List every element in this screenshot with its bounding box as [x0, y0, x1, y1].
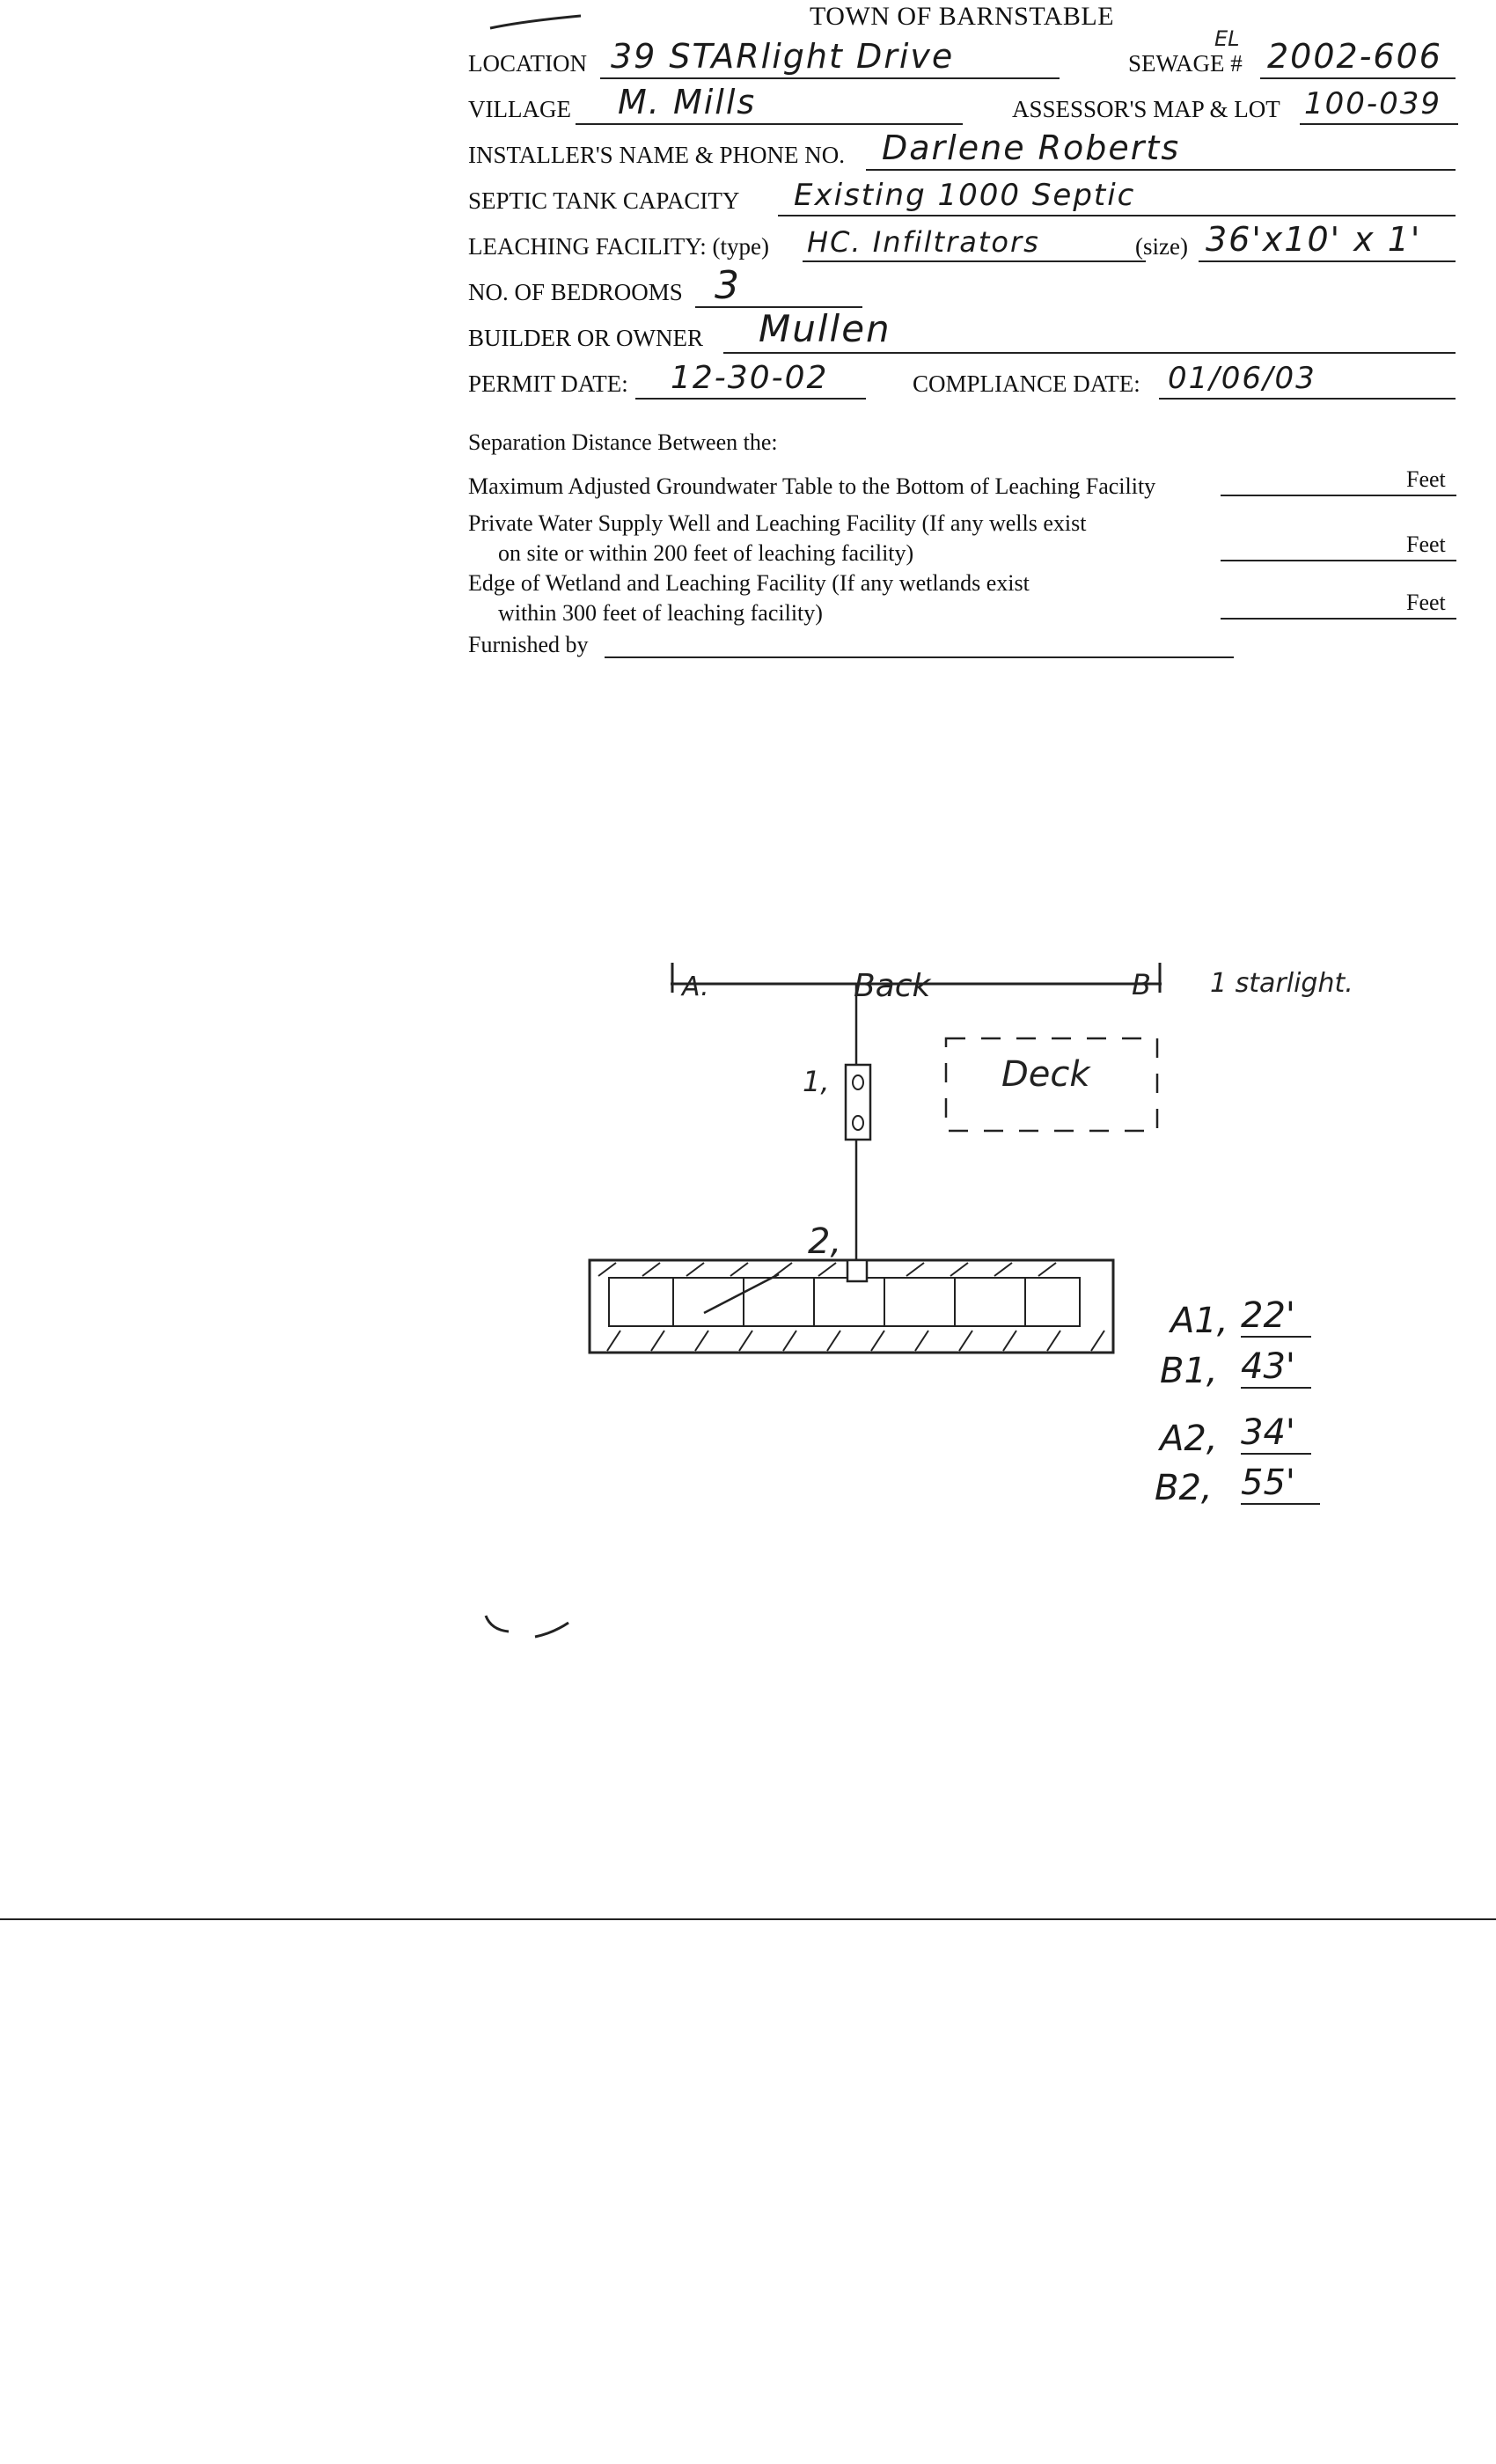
groundwater-feet-line	[1221, 495, 1456, 496]
separation-title: Separation Distance Between the:	[468, 429, 778, 455]
leaching-type-value: HC. Infiltrators	[807, 225, 1040, 259]
sketch-label-deck: Deck	[1001, 1054, 1090, 1095]
form-title: TOWN OF BARNSTABLE	[810, 2, 1115, 31]
village-row	[468, 83, 1458, 128]
installer-row	[468, 128, 1458, 174]
measure-b1-label: B1,	[1160, 1351, 1218, 1391]
location-label: LOCATION	[468, 50, 587, 77]
bedrooms-value: 3	[715, 263, 741, 308]
septic-row	[468, 174, 1458, 220]
village-line	[576, 123, 963, 125]
stray-scribble	[482, 1610, 579, 1646]
sketch-label-b: B	[1132, 968, 1151, 1001]
permit-value: 12-30-02	[671, 360, 829, 396]
measure-b2-value: 55'	[1241, 1463, 1320, 1505]
sewage-value: 2002-606	[1267, 37, 1442, 76]
leaching-inner	[609, 1278, 1080, 1326]
separation-well-line1: Private Water Supply Well and Leaching Facility (If any wells exist	[468, 510, 1087, 536]
village-value: M. Mills	[618, 83, 757, 121]
septic-value: Existing 1000 Septic	[794, 178, 1136, 213]
measure-a2-label: A2,	[1160, 1419, 1218, 1459]
installer-label: INSTALLER'S NAME & PHONE NO.	[468, 142, 845, 168]
well-feet-line	[1221, 560, 1456, 561]
tank-port-top	[853, 1075, 863, 1089]
sketch-label-back: Back	[854, 968, 931, 1004]
owner-line	[723, 352, 1456, 354]
village-label: VILLAGE	[468, 96, 571, 122]
measure-a2-value: 34'	[1241, 1412, 1311, 1455]
groundwater-feet-label: Feet	[1406, 466, 1446, 492]
leaching-size-value: 36'x10' x 1'	[1206, 220, 1422, 259]
location-line	[600, 77, 1060, 79]
installer-value: Darlene Roberts	[882, 128, 1181, 167]
sketch-label-2: 2,	[808, 1221, 842, 1262]
furnished-label: Furnished by	[468, 632, 589, 657]
separation-wetland-line2: within 300 feet of leaching facility)	[498, 600, 823, 626]
measure-b1-value: 43'	[1241, 1346, 1311, 1389]
compliance-value: 01/06/03	[1168, 361, 1316, 396]
furnished-line	[605, 656, 1234, 658]
installer-line	[866, 169, 1456, 171]
sewage-line	[1260, 77, 1456, 79]
assessor-label: ASSESSOR'S MAP & LOT	[1012, 96, 1280, 122]
well-feet-label: Feet	[1406, 532, 1446, 557]
permit-row	[468, 357, 1458, 403]
permit-line	[635, 398, 866, 400]
separation-wetland-line1: Edge of Wetland and Leaching Facility (If any wetlands exist	[468, 570, 1030, 596]
sketch-label-1: 1,	[803, 1065, 830, 1098]
sewage-label: SEWAGE #	[1128, 50, 1243, 77]
leaching-row	[468, 220, 1458, 266]
location-value: 39 STARlight Drive	[611, 37, 955, 76]
leaching-size-label: (size)	[1135, 233, 1188, 260]
leaching-slash	[704, 1274, 779, 1313]
wetland-feet-label: Feet	[1406, 590, 1446, 615]
bedrooms-label: NO. OF BEDROOMS	[468, 279, 683, 305]
page-divider	[0, 1918, 1496, 1920]
septic-label: SEPTIC TANK CAPACITY	[468, 187, 740, 214]
measure-a1-value: 22'	[1241, 1295, 1311, 1338]
owner-row	[468, 307, 1458, 357]
owner-label: BUILDER OR OWNER	[468, 325, 703, 351]
leaching-size-line	[1199, 260, 1456, 262]
leaching-type-line	[803, 260, 1146, 262]
corner-scribble	[488, 9, 585, 35]
site-sketch	[572, 950, 1206, 1364]
permit-label: PERMIT DATE:	[468, 370, 628, 397]
assessor-value: 100-039	[1304, 86, 1442, 121]
bedrooms-row	[468, 263, 1458, 312]
owner-value: Mullen	[759, 307, 891, 350]
measure-b2-label: B2,	[1155, 1468, 1213, 1508]
separation-groundwater: Maximum Adjusted Groundwater Table to the Bottom of Leaching Facility	[468, 473, 1156, 499]
sketch-label-starlight: 1 starlight.	[1210, 968, 1353, 999]
compliance-label: COMPLIANCE DATE:	[913, 370, 1140, 397]
wetland-feet-line	[1221, 618, 1456, 620]
sketch-label-a: A.	[682, 972, 709, 1002]
assessor-line	[1300, 123, 1458, 125]
tank-port-bottom	[853, 1116, 863, 1130]
septic-line	[778, 215, 1456, 216]
distribution-box	[847, 1260, 867, 1281]
leaching-label: LEACHING FACILITY: (type)	[468, 233, 769, 260]
compliance-line	[1159, 398, 1456, 400]
measure-a1-label: A1,	[1170, 1301, 1228, 1341]
separation-well-line2: on site or within 200 feet of leaching facility)	[498, 540, 914, 566]
location-row	[468, 26, 1458, 83]
sewage-note: EL	[1214, 26, 1240, 51]
